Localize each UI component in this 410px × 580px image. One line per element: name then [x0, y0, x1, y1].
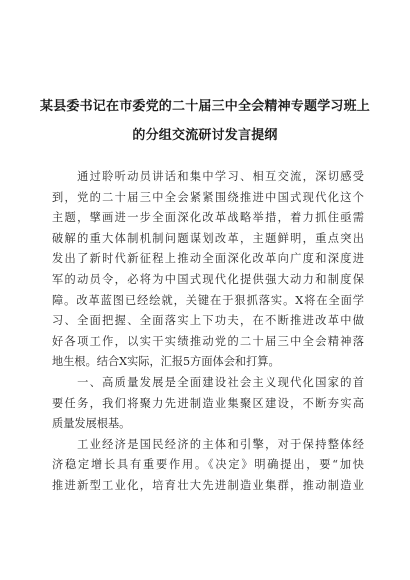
paragraph-1-line: 通过聆听动员讲话和集中学习、相互交流，深切感受 — [52, 170, 364, 183]
paragraph-1-line: 军的动员令，必将为中国式现代化提供强大动力和制度保 — [52, 272, 364, 286]
paragraph-1-line: 障。改革蓝图已经绘就，关键在于狠抓落实。X将在全面学 — [52, 293, 364, 307]
document-title-line-1: 某县委书记在市委党的二十届三中全会精神专题学习班上 — [40, 99, 371, 114]
paragraph-1-line: 破解的重大体制机制问题谋划改革，主题鲜明，重点突出 — [52, 231, 364, 245]
paragraph-2-line: 一、高质量发展是全面建设社会主义现代化国家的首 — [52, 375, 364, 389]
paragraph-3-line: 济稳定增长具有重要作用。《决定》明确提出，要“加快 — [52, 458, 364, 472]
document-title-line-2: 的分组交流研讨发言提纲 — [132, 128, 278, 143]
paragraph-1-line: 发出了新时代新征程上推动全面深化改革向广度和深度进 — [52, 252, 364, 266]
paragraph-2-line: 质量发展根基。 — [52, 417, 131, 431]
paragraph-3-line: 推进新型工业化，培育壮大先进制造业集群，推动制造业 — [52, 478, 364, 492]
paragraph-1-line: 地生根。结合X实际，汇报5方面体会和打算。 — [52, 355, 280, 369]
paragraph-3-line: 工业经济是国民经济的主体和引擎，对于保持整体经 — [52, 437, 364, 451]
body-text — [52, 167, 364, 497]
paragraph-2-line: 要任务，我们将聚力先进制造业集聚区建设，不断夯实高 — [52, 396, 364, 410]
paragraph-1-line: 好各项工作，以实干实绩推动党的二十届三中全会精神落 — [52, 334, 364, 348]
paragraph-1-line: 到，党的二十届三中全会紧紧围绕推进中国式现代化这个 — [52, 190, 364, 204]
paragraph-1-line: 主题，擘画进一步全面深化改革战略举措，着力抓住亟需 — [52, 211, 364, 225]
paragraph-1-line: 习、全面把握、全面落实上下功夫，在不断推进改革中做 — [52, 314, 364, 328]
